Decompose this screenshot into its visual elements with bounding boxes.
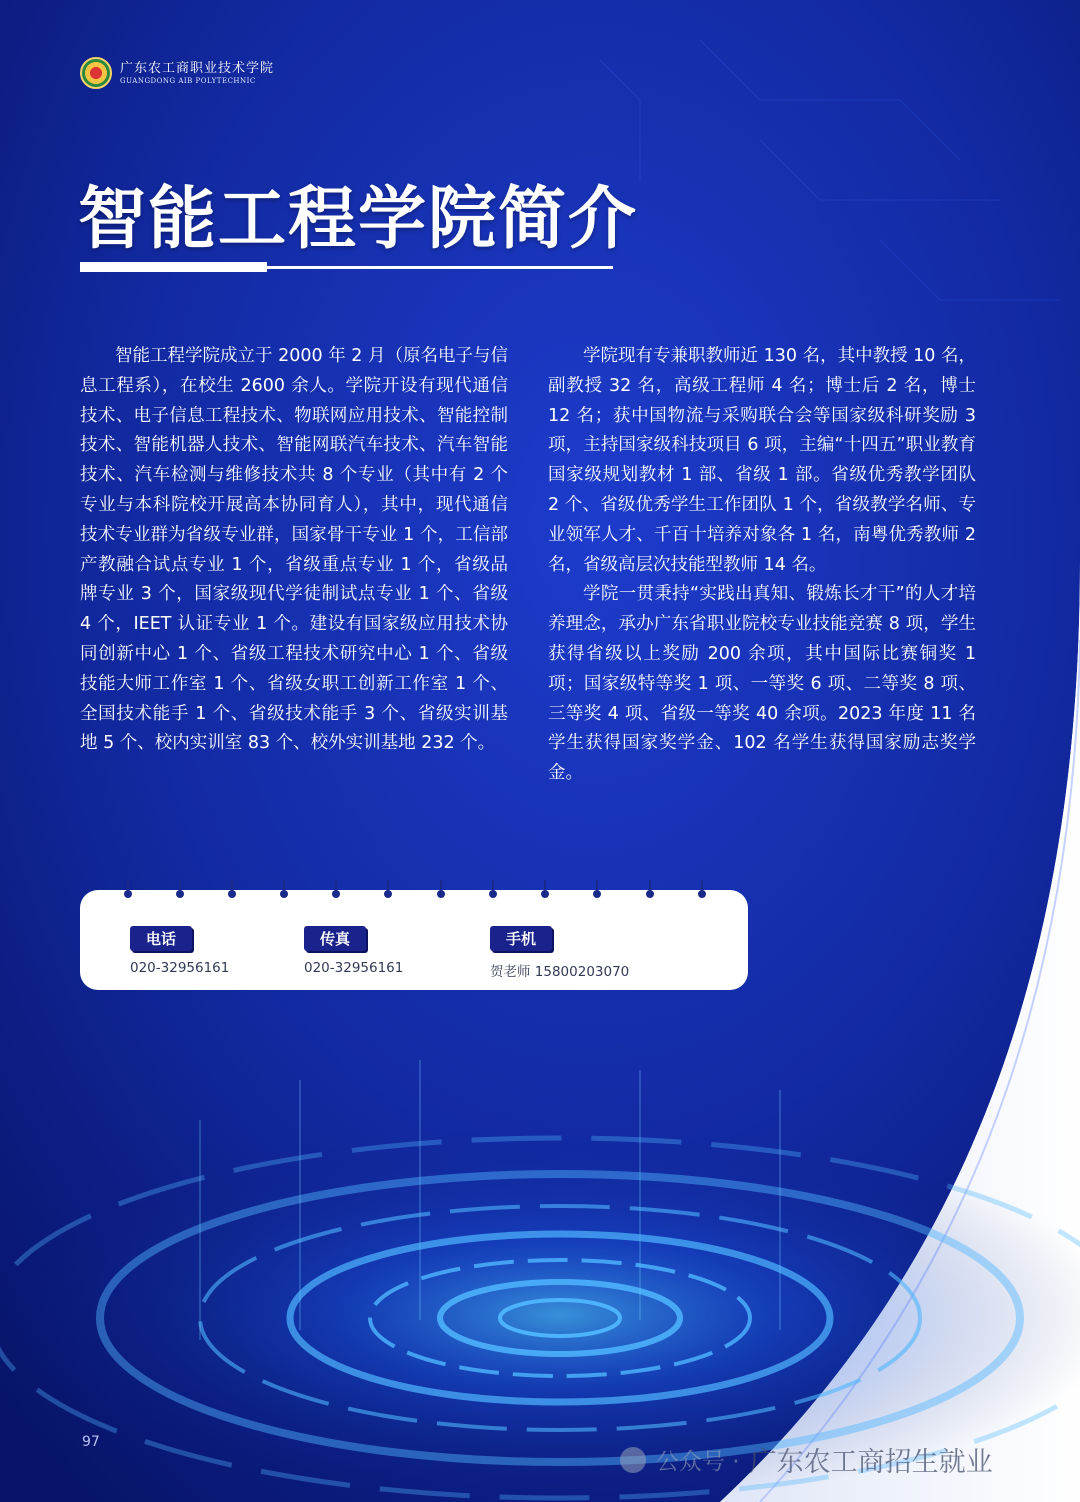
watermark-account-name: 广东农工商招生就业: [749, 1447, 993, 1478]
intro-left-column: [80, 342, 508, 759]
binder-ring-icon: [385, 880, 391, 900]
contact-card: [80, 890, 748, 990]
fax-label: 传真: [304, 926, 366, 951]
binder-ring-icon: [177, 880, 183, 900]
logo-english-name: GUANGDONG AIB POLYTECHNIC: [120, 76, 256, 85]
title-underline-accent: [80, 262, 267, 272]
binder-ring-icon: [699, 880, 705, 900]
binder-ring-icon: [229, 880, 235, 900]
college-logo: [80, 57, 274, 89]
binder-ring-icon: [542, 880, 548, 900]
phone-label: 电话: [130, 926, 192, 951]
intro-paragraph: 智能工程学院成立于 2000 年 2 月（原名电子与信息工程系），在校生 2600 余人。学院开设有现代通信技术、电子信息工程技术、物联网应用技术、智能控制技术、智能机器人技术、智能网联汽车技术、汽车智能技术、汽车检测与维修技术共 8 个专业（其中有 2 个专业与本科院校开展高本协同育人），其中，现代通信技术专业群为省级专业群，国家骨干专业 1 个，工信部产教融合试点专业 1 个，省级重点专业 1 个，省级品牌专业 3 个，国家级现代学徒制试点专业 1 个、省级 4 个，IEET 认证专业 1 个。建设有国家级应用技术协同创新中心 1 个、省级工程技术研究中心 1 个、省级技能大师工作室 1 个、省级女职工创新工作室 1 个、全国技术能手 1 个、省级技术能手 3 个、省级实训基地 5 个、校内实训室 83 个、校外实训基地 232 个。: [80, 346, 508, 754]
contact-mobile: [490, 926, 629, 980]
college-emblem-icon: [80, 57, 112, 89]
wechat-account-icon: [620, 1447, 646, 1473]
intro-right-column: [548, 342, 976, 789]
account-watermark: [620, 1440, 993, 1479]
fax-number[interactable]: 020-32956161: [304, 960, 404, 976]
binder-ring-icon: [333, 880, 339, 900]
logo-chinese-name: 广东农工商职业技术学院: [120, 60, 275, 76]
phone-number[interactable]: 020-32956161: [130, 960, 230, 976]
contact-phone: [130, 926, 229, 976]
faculty-paragraph: 学院现有专兼职教师近 130 名，其中教授 10 名，副教授 32 名，高级工程师 4 名；博士后 2 名，博士 12 名；获中国物流与采购联合会等国家级科研奖励 3 项，主持国家级科技项目 6 项，主编“十四五”职业教育国家级规划教材 1 部、省级 1 部。省级优秀教学团队 2 个、省级优秀学生工作团队 1 个，省级教学名师、专业领军人才、千百十培养对象各 1 名，南粤优秀教师 2 名，省级高层次技能型教师 14 名。: [548, 346, 976, 575]
watermark-prefix: 公众号 ·: [656, 1449, 740, 1475]
contact-fax: [304, 926, 403, 976]
binder-ring-icon: [594, 880, 600, 900]
binder-ring-icon: [438, 880, 444, 900]
mobile-number[interactable]: 贺老师 15800203070: [490, 964, 630, 980]
page-title: 智能工程学院简介: [78, 180, 639, 259]
mobile-label: 手机: [490, 926, 552, 951]
achievements-paragraph: 学院一贯秉持“实践出真知、锻炼长才干”的人才培养理念，承办广东省职业院校专业技能竞赛 8 项，学生获得省级以上奖励 200 余项，其中国际比赛铜奖 1 项；国家级特等奖 1 项、一等奖 6 项、二等奖 8 项、三等奖 4 项、省级一等奖 40 余项。2023 年度 11 名学生获得国家奖学金、102 名学生获得国家励志奖学金。: [548, 584, 976, 784]
binder-ring-icon: [125, 880, 131, 900]
page-number: 97: [82, 1434, 100, 1450]
binder-ring-icon: [490, 880, 496, 900]
binder-ring-icon: [281, 880, 287, 900]
binder-ring-icon: [647, 880, 653, 900]
